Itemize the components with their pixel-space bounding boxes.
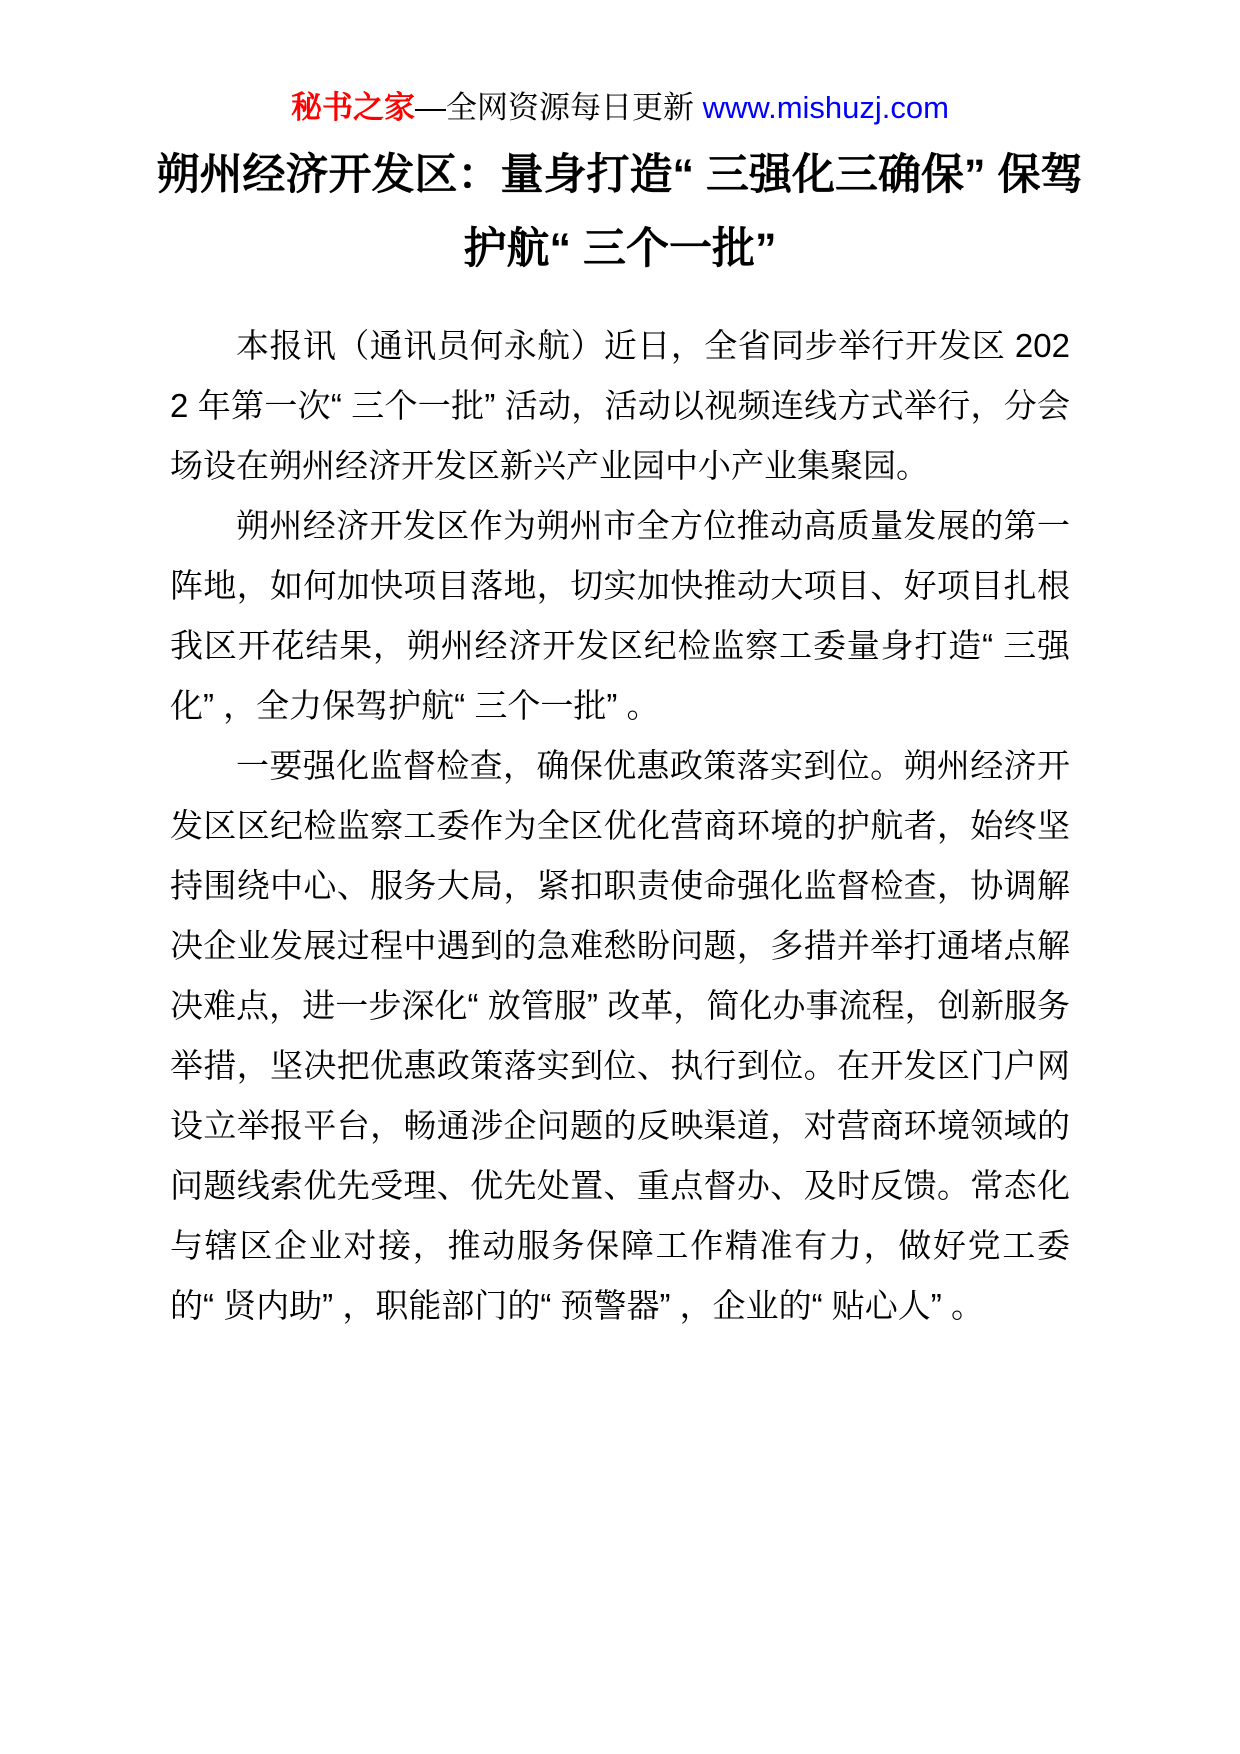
article-body (170, 316, 1070, 1336)
site-header (0, 86, 1240, 130)
paragraph-3: 一要强化监督检查，确保优惠政策落实到位。朔州经济开发区区纪检监察工委作为全区优化营商环境的护航者，始终坚持围绕中心、服务大局，紧扣职责使命强化监督检查，协调解决企业发展过程中遇到的急难愁盼问题，多措并举打通堵点解决难点，进一步深化“ 放管服” 改革，简化办事流程，创新服务举措，坚决把优惠政策落实到位、执行到位。在开发区门户网设立举报平台，畅通涉企问题的反映渠道，对营商环境领域的问题线索优先受理、优先处置、重点督办、及时反馈。常态化与辖区企业对接，推动服务保障工作精准有力，做好党工委的“ 贤内助” ，职能部门的“ 预警器” ，企业的“ 贴心人” 。 (170, 747, 1070, 1324)
site-tagline: 全网资源每日更新 (446, 90, 703, 125)
paragraph-1: 本报讯（通讯员何永航）近日，全省同步举行开发区 2022 年第一次“ 三个一批” 活动，活动以视频连线方式举行，分会场设在朔州经济开发区新兴产业园中小产业集聚园。 (170, 327, 1070, 484)
header-separator: — (415, 90, 447, 125)
article-title: 朔州经济开发区：量身打造“ 三强化三确保” 保驾护航“ 三个一批” (156, 151, 1084, 273)
paragraph-2: 朔州经济开发区作为朔州市全方位推动高质量发展的第一阵地，如何加快项目落地，切实加快推动大项目、好项目扎根我区开花结果，朔州经济开发区纪检监察工委量身打造“ 三强化” ，全力保驾护航“ 三个一批” 。 (170, 507, 1070, 724)
site-brand: 秘书之家 (291, 90, 416, 125)
site-url-link[interactable]: www.mishuzj.com (702, 90, 949, 125)
